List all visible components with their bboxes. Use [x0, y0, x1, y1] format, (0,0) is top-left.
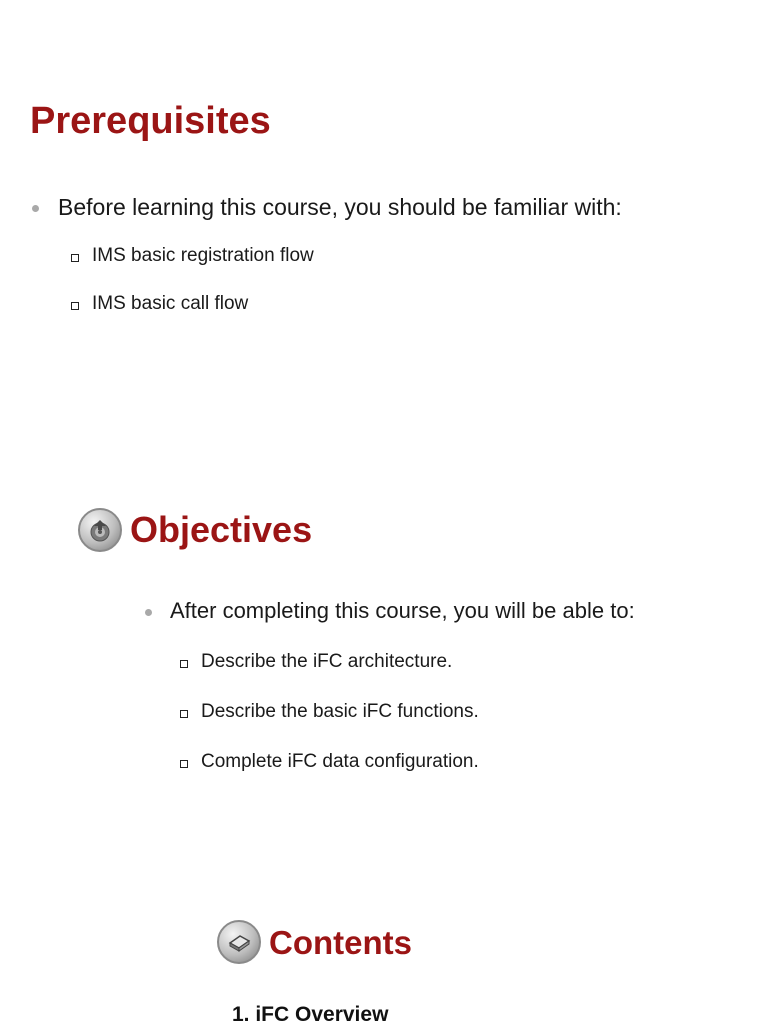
bullet-square-icon [180, 710, 188, 718]
prerequisites-sublist-2 [92, 293, 248, 316]
objectives-sublist-2 [201, 701, 479, 724]
prerequisite-item: IMS basic call flow [92, 293, 248, 316]
prerequisites-list [58, 194, 622, 222]
objectives-title: Objectives [130, 509, 313, 550]
objective-item: Complete iFC data configuration. [201, 751, 479, 774]
prerequisite-item: IMS basic registration flow [92, 245, 314, 268]
bullet-dot-icon [32, 205, 39, 212]
objectives-intro: After completing this course, you will be able to: [170, 598, 635, 624]
contents-heading [217, 920, 412, 964]
contents-title: Contents [269, 923, 412, 961]
bullet-square-icon [71, 254, 79, 262]
prerequisites-section [30, 102, 271, 140]
objective-item: Describe the basic iFC functions. [201, 701, 479, 724]
objectives-sublist-3 [201, 751, 479, 774]
objectives-heading [78, 508, 312, 552]
bullet-square-icon [180, 760, 188, 768]
objectives-list [170, 598, 635, 624]
book-badge-icon [217, 920, 261, 964]
prerequisites-intro: Before learning this course, you should be familiar with: [58, 194, 622, 222]
objectives-sublist-1 [201, 651, 452, 674]
target-badge-icon [78, 508, 122, 552]
bullet-square-icon [71, 302, 79, 310]
objective-item: Describe the iFC architecture. [201, 651, 452, 674]
bullet-square-icon [180, 660, 188, 668]
bullet-dot-icon [145, 609, 152, 616]
contents-item: 1. iFC Overview [232, 1003, 389, 1026]
prerequisites-title: Prerequisites [30, 100, 271, 142]
prerequisites-sublist [92, 245, 314, 268]
